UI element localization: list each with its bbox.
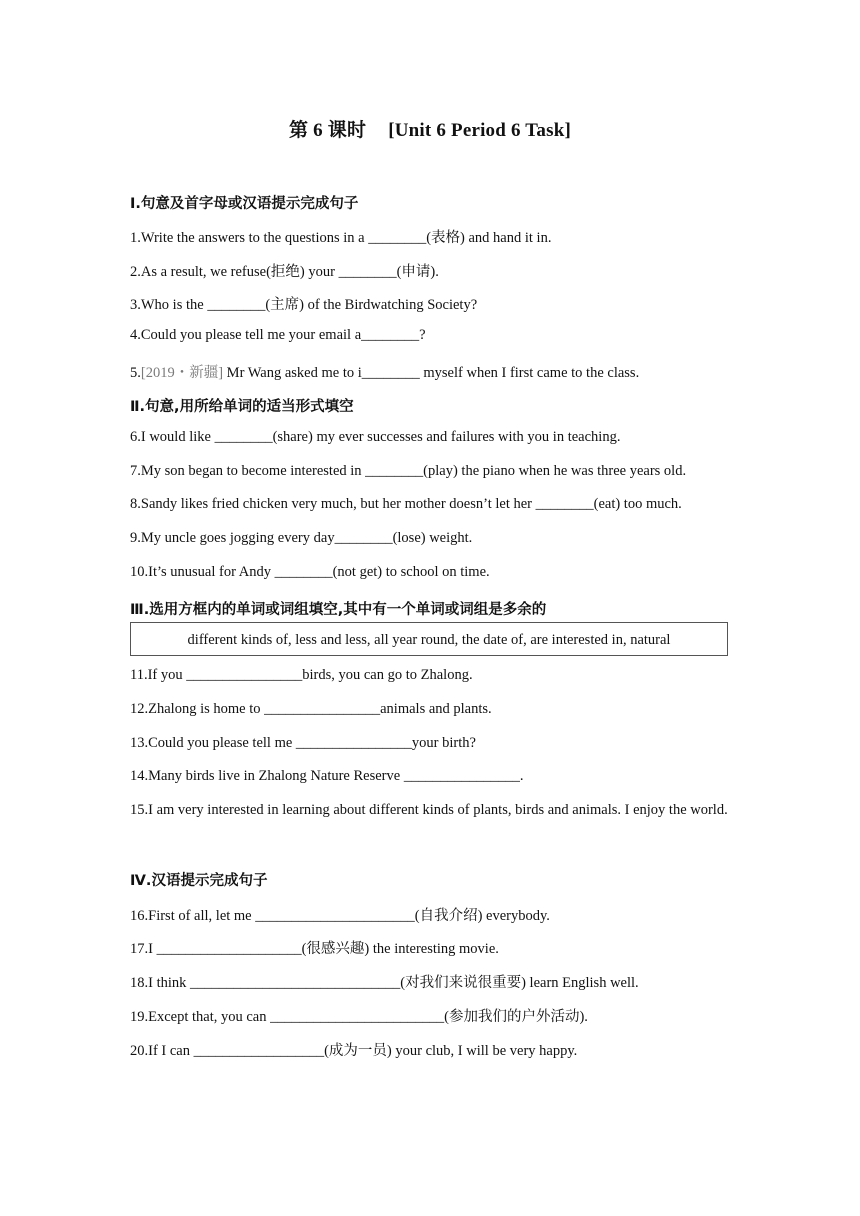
title-chinese: 第 6 课时 (288, 120, 367, 141)
section-1-heading: Ⅰ.句意及首字母或汉语提示完成句子 (130, 196, 359, 212)
question-5 (130, 361, 730, 382)
title-english: [Unit 6 Period 6 Task] (388, 120, 572, 141)
question-13: 13.Could you please tell me ________________your birth? (130, 735, 476, 751)
question-10: 10.It’s unusual for Andy ________(not get) to school on time. (130, 564, 490, 580)
question-12: 12.Zhalong is home to ________________animals and plants. (130, 701, 492, 717)
question-15: 15.I am very interested in learning about different kinds of plants, birds and animals. I enjoy the world. (130, 802, 728, 818)
question-7: 7.My son began to become interested in ________(play) the piano when he was three years old. (130, 463, 687, 479)
question-19: 19.Except that, you can ________________________(参加我们的户外活动). (130, 1009, 588, 1025)
question-14: 14.Many birds live in Zhalong Nature Reserve ________________. (130, 768, 524, 784)
question-2: 2.As a result, we refuse(拒绝) your ________(申请). (130, 264, 439, 280)
question-16: 16.First of all, let me ______________________(自我介绍) everybody. (130, 908, 550, 924)
question-1: 1.Write the answers to the questions in a ________(表格) and hand it in. (130, 230, 552, 246)
question-9: 9.My uncle goes jogging every day________(lose) weight. (130, 530, 473, 546)
section-3-heading: Ⅲ.选用方框内的单词或词组填空,其中有一个单词或词组是多余的 (130, 602, 547, 618)
question-3: 3.Who is the ________(主席) of the Birdwatching Society? (130, 297, 478, 313)
question-17: 17.I ____________________(很感兴趣) the interesting movie. (130, 941, 499, 957)
question-5-source: [2019・新疆] (140, 365, 224, 381)
question-5-text: Mr Wang asked me to i________ myself when I first came to the class. (223, 365, 640, 381)
question-20: 20.If I can __________________(成为一员) your club, I will be very happy. (130, 1043, 578, 1059)
section-2-heading: Ⅱ.句意,用所给单词的适当形式填空 (130, 399, 354, 415)
page-title (0, 115, 860, 142)
question-5-number: 5. (130, 365, 141, 381)
question-4: 4.Could you please tell me your email a________? (130, 327, 426, 343)
word-bank-box: different kinds of, less and less, all year round, the date of, are interested in, natural (130, 622, 728, 656)
question-8: 8.Sandy likes fried chicken very much, but her mother doesn’t let her ________(eat) too much. (130, 496, 682, 512)
question-11: 11.If you ________________birds, you can go to Zhalong. (130, 667, 473, 683)
question-18: 18.I think _____________________________(对我们来说很重要) learn English well. (130, 975, 639, 991)
section-4-heading: Ⅳ.汉语提示完成句子 (130, 873, 268, 889)
question-6: 6.I would like ________(share) my ever successes and failures with you in teaching. (130, 429, 621, 445)
